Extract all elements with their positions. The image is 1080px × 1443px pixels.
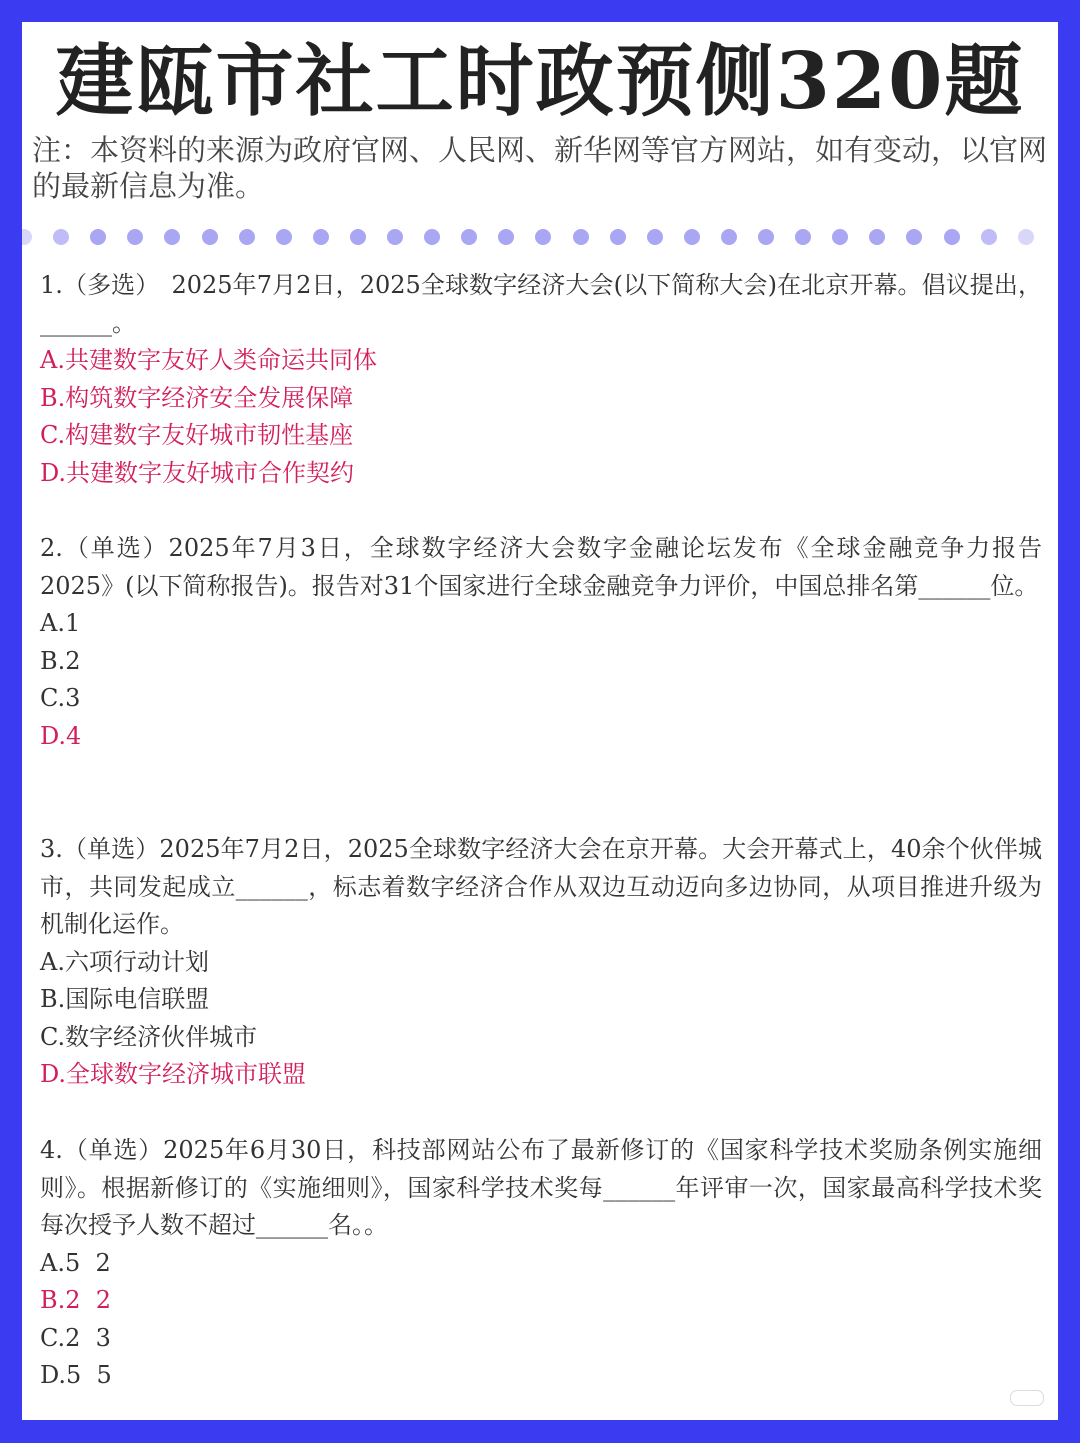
- question-2: [40, 530, 1042, 755]
- divider-dot: [647, 229, 663, 245]
- divider-dot: [90, 229, 106, 245]
- divider-dot: [22, 229, 32, 245]
- divider-dot: [795, 229, 811, 245]
- divider-dot: [164, 229, 180, 245]
- option-a[interactable]: A.六项行动计划: [40, 947, 209, 976]
- content-card: [22, 22, 1058, 1420]
- option-d[interactable]: D.4: [40, 721, 82, 750]
- option-b[interactable]: B.国际电信联盟: [40, 985, 210, 1013]
- option-a[interactable]: A.共建数字友好人类命运共同体: [40, 346, 377, 374]
- divider-dot: [684, 229, 700, 245]
- divider-dot: [202, 229, 218, 245]
- divider-dot: [573, 229, 589, 245]
- option-c[interactable]: C.构建数字友好城市韧性基座: [40, 421, 354, 449]
- option-b[interactable]: B.2 2: [40, 1286, 112, 1314]
- source-note: 注：本资料的来源为政府官网、人民网、新华网等官方网站，如有变动，以官网的最新信息为准。: [32, 133, 1048, 203]
- divider-dot: [869, 229, 885, 245]
- page-title: 建瓯市社工时政预侧320题: [55, 36, 1025, 127]
- divider-dot: [981, 229, 997, 245]
- divider-dot: [758, 229, 774, 245]
- dotted-divider: [22, 227, 1058, 247]
- divider-dot: [721, 229, 737, 245]
- option-b[interactable]: B.构筑数字经济安全发展保障: [40, 383, 354, 412]
- divider-dot: [387, 229, 403, 245]
- divider-dot: [313, 229, 329, 245]
- divider-dot: [498, 229, 514, 245]
- divider-dot: [1018, 229, 1034, 245]
- divider-dot: [906, 229, 922, 245]
- option-d[interactable]: D.共建数字友好城市合作契约: [40, 458, 355, 487]
- watermark-badge: [1010, 1390, 1044, 1406]
- question-stem: 4.（单选）2025年6月30日，科技部网站公布了最新修订的《国家科学技术奖励条例实施细则》。根据新修订的《实施细则》，国家科学技术奖每______年评审一次，国家最高科学技术奖每次授予人数不超过______名。。: [40, 1136, 1042, 1239]
- option-b[interactable]: B.2: [40, 646, 81, 675]
- divider-dot: [461, 229, 477, 245]
- divider-dot: [239, 229, 255, 245]
- option-c[interactable]: C.数字经济伙伴城市: [40, 1022, 258, 1051]
- question-4: [40, 1132, 1042, 1395]
- option-a[interactable]: A.5 2: [40, 1248, 111, 1277]
- divider-dot: [535, 229, 551, 245]
- divider-dot: [276, 229, 292, 245]
- divider-dot: [944, 229, 960, 245]
- option-d[interactable]: D.全球数字经济城市联盟: [40, 1060, 307, 1088]
- divider-dot: [350, 229, 366, 245]
- option-c[interactable]: C.2 3: [40, 1323, 111, 1352]
- divider-dot: [610, 229, 626, 245]
- option-c[interactable]: C.3: [40, 684, 81, 712]
- question-stem: 3.（单选）2025年7月2日，2025全球数字经济大会在京开幕。大会开幕式上，40余个伙伴城市，共同发起成立______，标志着数字经济合作从双边互动迈向多边协同，从项目推进升级为机制化运作。: [40, 835, 1042, 938]
- divider-dot: [127, 229, 143, 245]
- question-1: [40, 267, 1042, 492]
- divider-dot: [832, 229, 848, 245]
- option-a[interactable]: A.1: [40, 609, 81, 637]
- divider-dot: [53, 229, 69, 245]
- divider-dot: [424, 229, 440, 245]
- question-3: [40, 831, 1042, 1094]
- option-d[interactable]: D.5 5: [40, 1361, 112, 1389]
- question-stem: 2.（单选）2025年7月3日，全球数字经济大会数字金融论坛发布《全球金融竞争力报告2025》(以下简称报告)。报告对31个国家进行全球金融竞争力评价，中国总排名第______位。: [40, 534, 1042, 600]
- question-stem: 1.（多选） 2025年7月2日，2025全球数字经济大会(以下简称大会)在北京开幕。倡议提出，______。: [40, 271, 1042, 337]
